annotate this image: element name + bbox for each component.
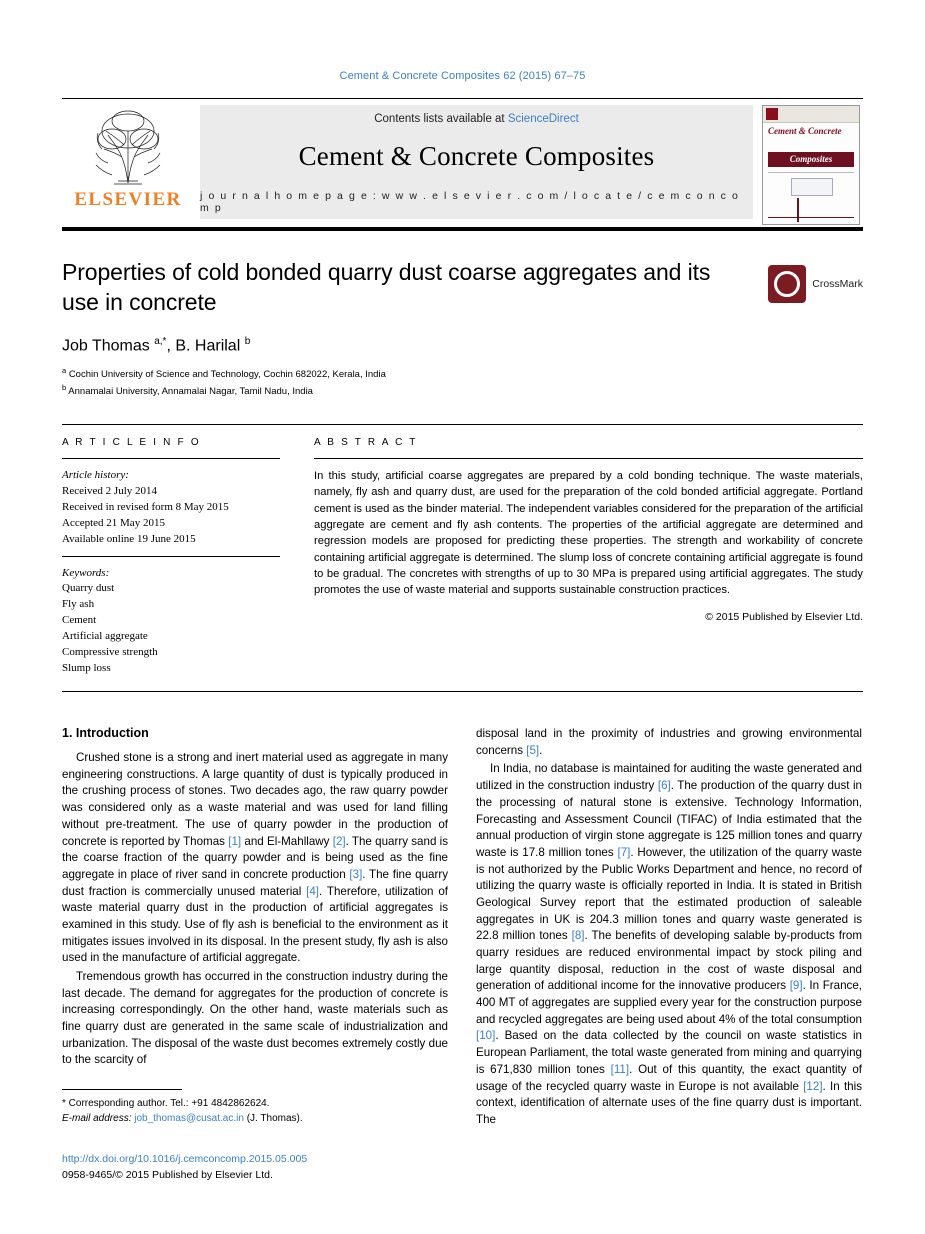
elsevier-wordmark: ELSEVIER [74, 189, 182, 210]
affiliations [62, 365, 863, 400]
affiliation-a-text: Cochin University of Science and Technology, Cochin 682022, Kerala, India [68, 369, 386, 381]
paragraph: Tremendous growth has occurred in the construction industry during the last decade. The demand for aggregates for the production of concrete is increasing correspondingly. On the other hand, waste materials such as fine quarry dust are generated in the same scale of industrialization and urbanization. The disposal of the waste dust becomes extremely costly due to the scarcity of [62, 970, 448, 1067]
crossmark-icon-ring [774, 271, 800, 297]
history-online: Available online 19 June 2015 [62, 532, 196, 545]
paragraph: disposal land in the proximity of industries and growing environmental concerns [5]. [476, 727, 862, 757]
publisher-block [62, 99, 194, 227]
keywords-rule [62, 556, 280, 557]
abstract-bottom-rule [62, 691, 863, 692]
affiliation-b-text: Annamalai University, Annamalai Nagar, Tamil Nadu, India [68, 386, 313, 398]
abstract-rule [314, 458, 863, 459]
journal-masthead [62, 98, 863, 231]
email-suffix: (J. Thomas). [246, 1113, 303, 1125]
body-columns [62, 726, 863, 1210]
corresponding-author-note: * Corresponding author. Tel.: +91 4842862624. [62, 1098, 270, 1110]
citation-link[interactable]: [4] [306, 884, 320, 898]
abstract-column [314, 437, 863, 677]
citation-link[interactable]: [12] [803, 1079, 823, 1093]
keywords-block [62, 566, 280, 678]
article-info-heading: A R T I C L E I N F O [62, 436, 201, 448]
affil-marker-a: a [62, 366, 67, 376]
affiliation-a [62, 365, 863, 382]
author-affil-marker-a: a, [154, 335, 163, 347]
sciencedirect-link[interactable]: ScienceDirect [507, 112, 579, 125]
doi-link[interactable]: http://dx.doi.org/10.1016/j.cemconcomp.2015.05.005 [62, 1153, 308, 1166]
citation-link[interactable]: [3] [349, 867, 363, 881]
citation-link[interactable]: [7] [617, 845, 631, 859]
article-info-column [62, 437, 280, 677]
footnote-rule [62, 1089, 182, 1090]
info-abstract-row [62, 424, 863, 677]
keyword-item: Artificial aggregate [62, 630, 148, 643]
author-list: Job Thomas $^{a,*}$, B. Harilal $^b$ [62, 335, 251, 355]
cover-subtitle-band: Composites [768, 152, 854, 167]
title-block [62, 257, 863, 400]
history-revised: Received in revised form 8 May 2015 [62, 500, 229, 513]
affiliation-b [62, 382, 863, 399]
keyword-item: Cement [62, 614, 97, 627]
running-head: Cement & Concrete Composites 62 (2015) 67–75 [339, 70, 586, 82]
history-accepted: Accepted 21 May 2015 [62, 516, 165, 529]
affil-marker-b: b [62, 383, 67, 393]
keywords-label: Keywords: [62, 566, 110, 579]
article-history-label: Article history: [62, 468, 129, 481]
cover-photo-placeholder [791, 178, 833, 196]
paragraph: Crushed stone is a strong and inert material used as aggregate in many engineering constructions. A large quantity of dust is typically produced in the crushing process of stones. Two decades ago, the raw quarry powder was considered only as a waste material and was used for land filling without pre-treatment. The use of quarry powder in the production of concrete is reported by Thomas [1] and El-Mahllawy [2]. The quarry sand is the coarse fraction of the quarry powder and is being used as the fine aggregate in place of river sand in concrete production [3]. The fine quarry dust fraction is commercially unused material [4]. Therefore, utilization of waste material quarry dust in the production of artificial aggregates is examined in this study. Use of fly ash is beneficial to the environment as it mitigates issues involved in its disposal. In the present study, fly ash is also used in the manufacture of artificial aggregate. [62, 751, 449, 965]
citation-link[interactable]: [5] [526, 743, 540, 757]
paragraph: In India, no database is maintained for auditing the waste generated and utilized in the construction industry [6]. The production of the quarry dust in the processing of natural stone is extensive. Technology Information, Forecasting and Assessment Council (TIFAC) of India estimated that the annual production of virgin stone aggregate is 125 million tones and quarry waste is 17.8 million tones [7]. However, the utilization of the quarry waste is not authorized by the Public Works Department and hence, no record of utilizing the quarry waste is officially reported in India. It is stated in British Geological Survey report that the estimated production of saleable aggregates in UK is 204.3 million tones and quarry waste generated is 22.8 million tones [8]. The benefits of developing salable by-products from quarry residues are reduced environmental impact by stock piling and large quantity disposal, reduction in the cost of waste disposal and generation of additional income for the innovative producers [9]. In France, 400 MT of aggregates are supplied every year for the construction purpose and recycled aggregates are being used about 4% of the total consumption [10]. Based on the data collected by the council on waste statistics in European Parliament, the total waste generated from mining and quarrying is 671,830 million tones [11]. Out of this quantity, the exact quantity of usage of the recycled quarry waste in Europe is not available [12]. In this context, identification of alternate uses of the fine quarry dust is important. The [476, 762, 862, 1126]
section-heading-introduction: 1. Introduction [62, 726, 149, 741]
history-received: Received 2 July 2014 [62, 484, 158, 497]
email-note [62, 1111, 448, 1126]
abstract-copyright: © 2015 Published by Elsevier Ltd. [705, 610, 863, 623]
abstract-heading: A B S T R A C T [314, 436, 418, 448]
issn-copyright: 0958-9465/© 2015 Published by Elsevier Ltd. [62, 1168, 273, 1181]
keyword-item: Fly ash [62, 598, 95, 611]
keyword-item: Slump loss [62, 662, 111, 675]
cover-divider [768, 172, 854, 173]
crossmark-badge-group[interactable] [768, 265, 863, 303]
cover-title: Cement & Concrete [768, 126, 842, 136]
citation-link[interactable]: [1] [228, 834, 242, 848]
author-affil-marker-b: b [244, 335, 251, 347]
journal-cover-image [762, 105, 860, 225]
crossmark-icon[interactable] [768, 265, 806, 303]
corresponding-marker: * [162, 335, 167, 347]
citation-link[interactable]: [2] [332, 834, 346, 848]
cover-logo-icon [766, 108, 778, 120]
masthead-center [200, 105, 753, 219]
cover-bottom-line [768, 217, 854, 218]
crossmark-label: CrossMark [812, 278, 863, 290]
elsevier-tree-icon [82, 105, 174, 187]
cover-accent-line [797, 198, 799, 222]
contents-prefix: Contents lists available at [374, 112, 508, 125]
cover-thumbnail-block [759, 99, 863, 227]
journal-title: Cement & Concrete Composites [298, 140, 655, 171]
citation-link[interactable]: [11] [610, 1062, 630, 1076]
body-column-right [476, 726, 862, 1210]
email-link[interactable]: job_thomas@cusat.ac.in [134, 1113, 244, 1125]
abstract-text: In this study, artificial coarse aggregates are prepared by a cold bonding technique. The waste materials, namely, fly ash and quarry dust, are used for the preparation of the cold bonded artificial aggregate. Portland cement is used as the binder material. The independent variables considered for the preparation of the artificial aggregate are cement and fly ash contents. The properties of the artificial aggregate are determined and regression models are proposed for predicting these properties. The strength and workability of concrete containing artificial aggregate is determined. The slump loss of concrete containing artificial aggregate is found to be gradual. The concretes with strengths of up to 30 MPa is prepared using artificial aggregates. The study promotes the use of waste material and supports sustainable construction practices. [314, 469, 863, 597]
journal-homepage[interactable]: j o u r n a l h o m e p a g e : w w w . e l s e v i e r . c o m / l o c a t e / c e m c o n c o m p [200, 189, 740, 214]
citation-link[interactable]: [10] [476, 1029, 496, 1043]
citation-link[interactable]: [9] [789, 979, 803, 993]
keyword-item: Compressive strength [62, 646, 158, 659]
citation-link[interactable]: [8] [571, 929, 585, 943]
citation-link[interactable]: [6] [657, 779, 671, 793]
footnote-block [62, 1096, 448, 1126]
article-history [62, 468, 280, 548]
page-footer [62, 1152, 448, 1210]
page-title: Properties of cold bonded quarry dust coarse aggregates and its use in concrete [62, 259, 711, 316]
keyword-item: Quarry dust [62, 582, 115, 595]
body-column-left [62, 726, 448, 1210]
article-info-rule [62, 458, 280, 459]
contents-available-line [374, 113, 579, 125]
email-label: E-mail address: [62, 1113, 132, 1125]
